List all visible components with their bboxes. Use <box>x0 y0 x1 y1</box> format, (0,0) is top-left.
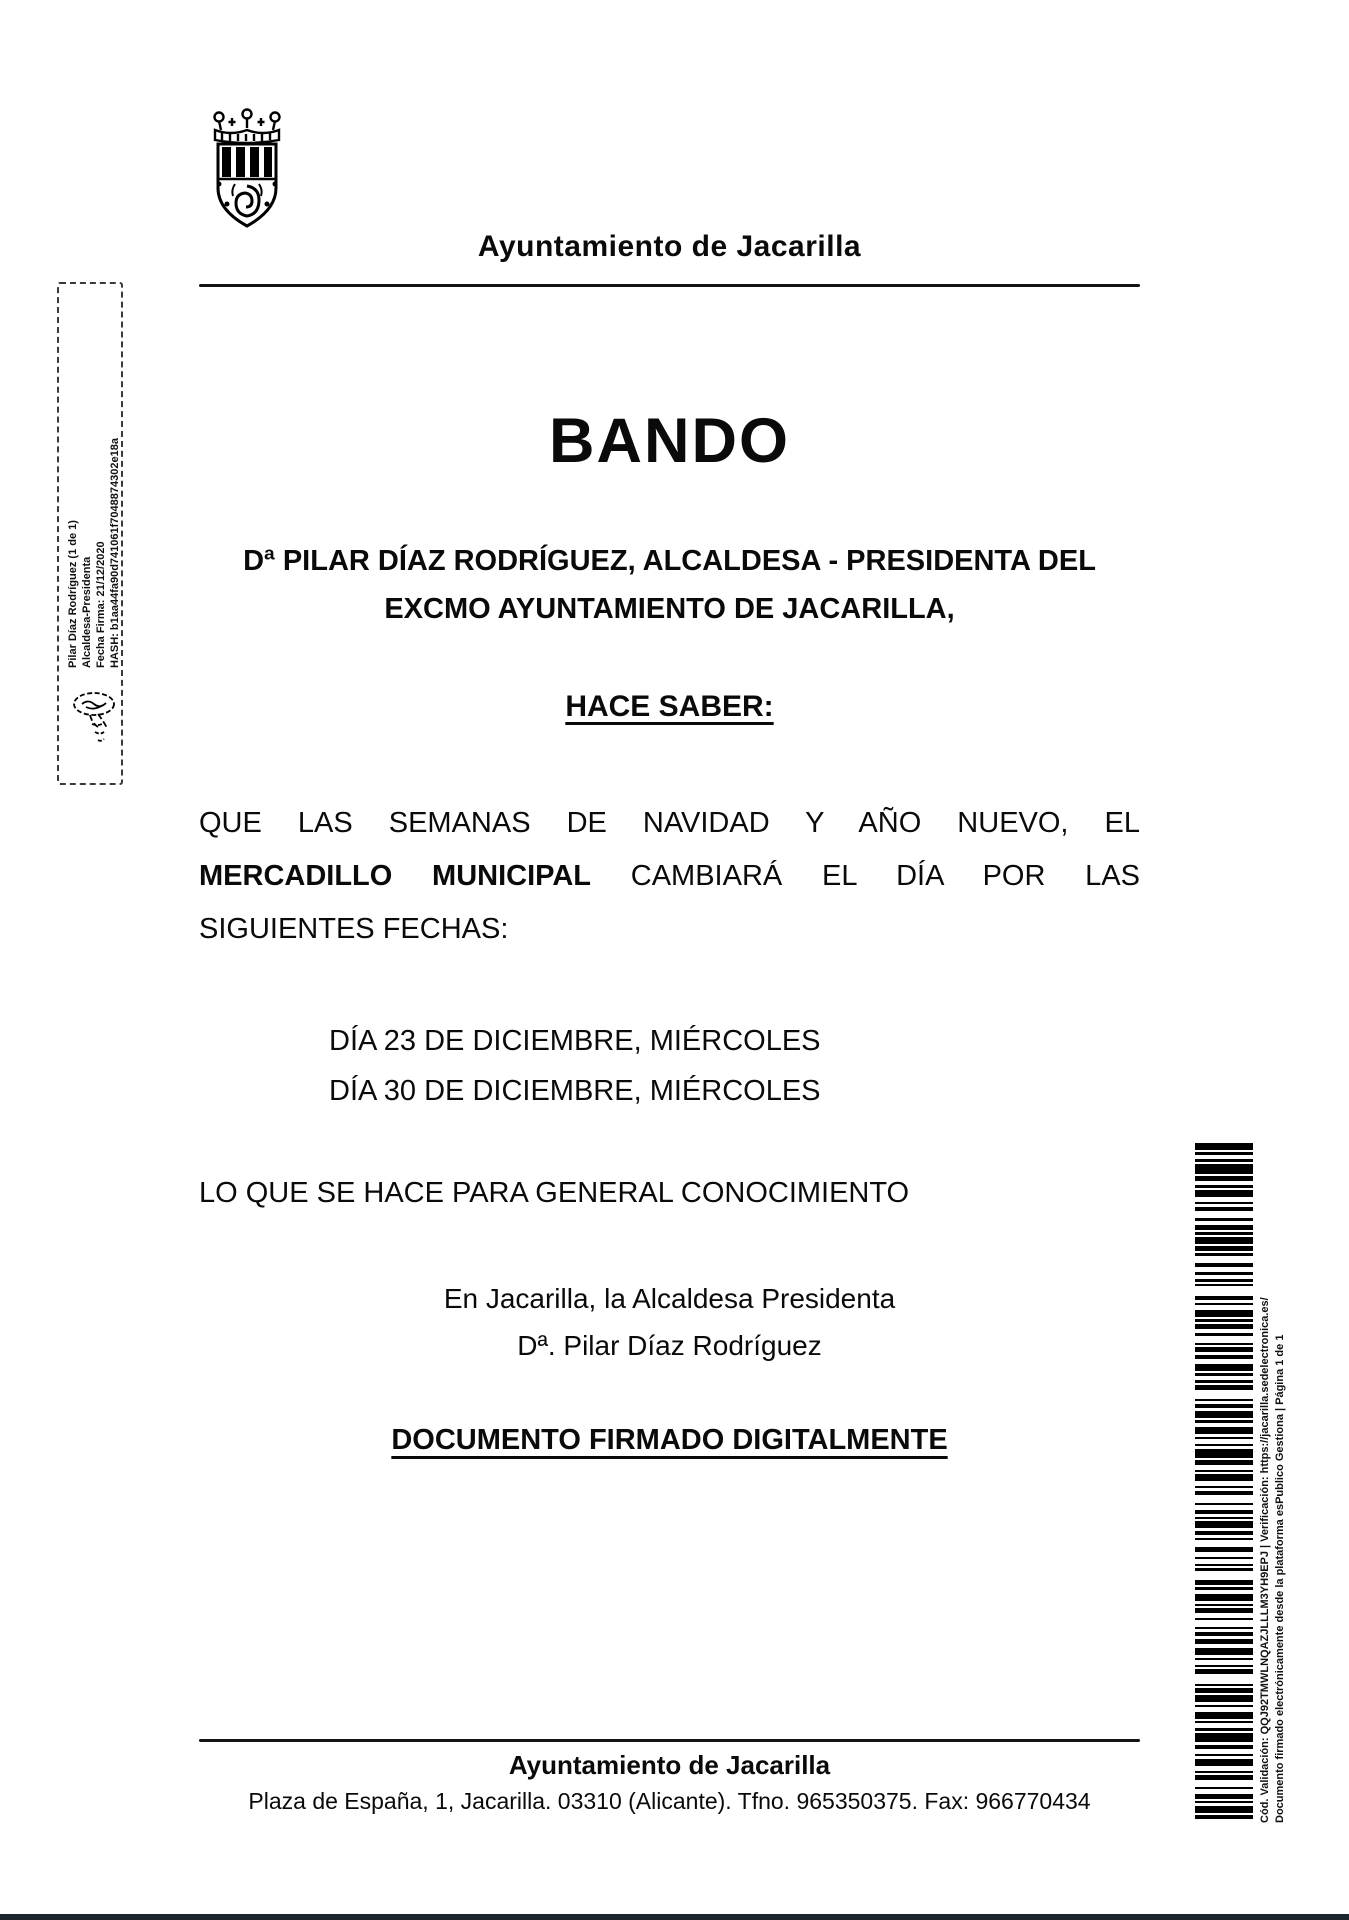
mercadillo-bold: MERCADILLO MUNICIPAL <box>199 860 592 892</box>
header-title: Ayuntamiento de Jacarilla <box>477 230 862 263</box>
seal-scribble-icon <box>68 690 120 753</box>
signer-role: Alcaldesa-Presidenta <box>81 556 93 668</box>
body-line-1: QUE LAS SEMANAS DE NAVIDAD Y AÑO NUEVO, EL <box>199 807 1140 839</box>
salutation-line-1: Dª PILAR DÍAZ RODRÍGUEZ, ALCALDESA - PRESIDENTA DEL <box>243 545 1096 577</box>
header-rule <box>199 284 1140 287</box>
date-item-1: DÍA 23 DE DICIEMBRE, MIÉRCOLES <box>329 1025 821 1057</box>
barcode <box>1195 1143 1253 1819</box>
date-item-2: DÍA 30 DE DICIEMBRE, MIÉRCOLES <box>329 1075 821 1107</box>
body-paragraph <box>199 797 1140 956</box>
signer-name: Pilar Díaz Rodríguez (1 de 1) <box>67 520 79 668</box>
footer-organization: Ayuntamiento de Jacarilla <box>508 1750 831 1780</box>
salutation-line-2: EXCMO AYUNTAMIENTO DE JACARILLA, <box>384 593 955 625</box>
body-line-2 <box>199 850 1140 903</box>
jacarilla-coat-of-arms-icon <box>205 108 289 235</box>
salutation <box>199 537 1140 633</box>
body-line-3: SIGUIENTES FECHAS: <box>199 913 509 945</box>
body-line-2-rest: CAMBIARÁ EL DÍA POR LAS <box>591 860 1140 892</box>
signature-stamp-text <box>66 312 122 668</box>
digitally-signed-heading: DOCUMENTO FIRMADO DIGITALMENTE <box>391 1424 948 1456</box>
signature-date: Fecha Firma: 21/12/2020 <box>95 541 107 668</box>
hace-saber-heading: HACE SABER: <box>565 690 774 723</box>
closing-line: LO QUE SE HACE PARA GENERAL CONOCIMIENTO <box>199 1177 910 1209</box>
document-title: BANDO <box>549 406 790 476</box>
signature-name-line: Dª. Pilar Díaz Rodríguez <box>517 1330 822 1361</box>
scan-edge-artifact <box>0 1914 1349 1920</box>
signature-place-line: En Jacarilla, la Alcaldesa Presidenta <box>443 1283 896 1314</box>
footer-rule <box>199 1739 1140 1742</box>
verification-platform-text: Documento firmado electrónicamente desde la plataforma esPublico Gestiona | Página 1 de 1 <box>1274 1334 1286 1823</box>
signature-hash: HASH: b1aa44fa90d741061f7048874302e18a <box>109 438 121 668</box>
dates-list <box>329 1016 1029 1116</box>
footer-address: Plaza de España, 1, Jacarilla. 03310 (Alicante). Tfno. 965350375. Fax: 966770434 <box>248 1788 1091 1814</box>
verification-code-text: Cód. Validación: QQJ92TMWLNQAZJLLLM3YH9EPJ | Verificación: https://jacarilla.sedelectronica.es/ <box>1259 1297 1271 1823</box>
